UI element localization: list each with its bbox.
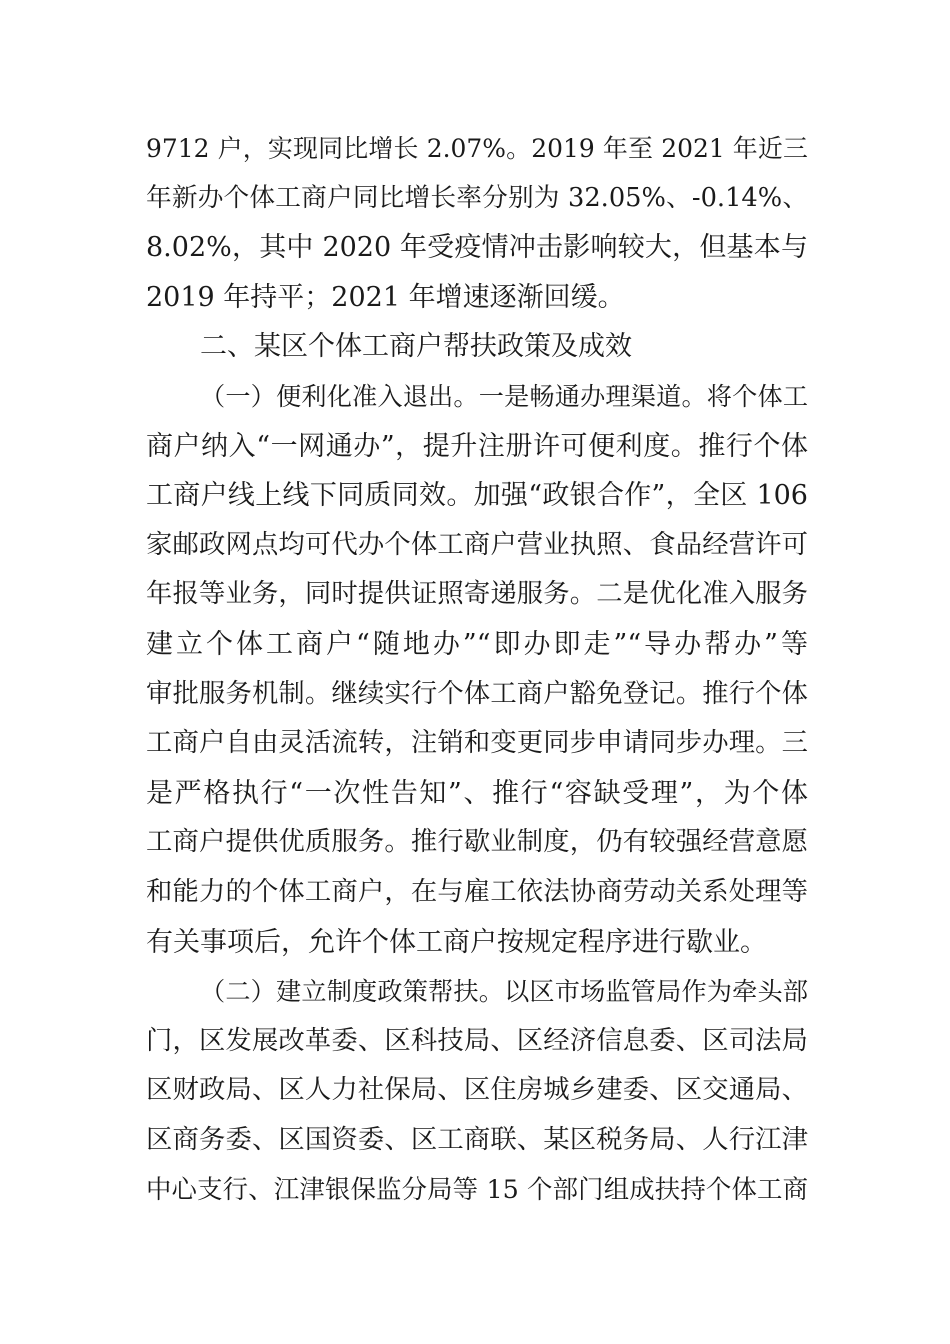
text-line: 中心支行、江津银保监分局等 15 个部门组成扶持个体工商 xyxy=(146,1174,808,1205)
text-line: 审批服务机制。继续实行个体工商户豁免登记。推行个体 xyxy=(146,678,808,709)
text-line: 2019 年持平；2021 年增速逐渐回缓。 xyxy=(146,281,625,313)
text-line: 9712 户，实现同比增长 2.07%。2019 年至 2021 年近三 xyxy=(146,134,808,163)
text-line: 建立个体工商户“随地办”“即办即走”“导办帮办”等 xyxy=(146,628,808,660)
text-line: 和能力的个体工商户，在与雇工依法协商劳动关系处理等 xyxy=(146,876,808,907)
text-line: 家邮政网点均可代办个体工商户营业执照、食品经营许可 xyxy=(146,529,808,560)
text-line: 8.02%，其中 2020 年受疫情冲击影响较大，但基本与 xyxy=(146,232,808,264)
text-line: 工商户自由灵活流转，注销和变更同步申请同步办理。三 xyxy=(146,728,808,759)
text-line: 有关事项后，允许个体工商户按规定程序进行歇业。 xyxy=(146,926,767,958)
body-text xyxy=(146,124,808,1215)
text-line: 门，区发展改革委、区科技局、区经济信息委、区司法局 xyxy=(146,1025,808,1056)
text-line: 工商户提供优质服务。推行歇业制度，仍有较强经营意愿 xyxy=(146,827,808,858)
text-line: （二）建立制度政策帮扶。以区市场监管局作为牵头部 xyxy=(200,977,808,1007)
text-line: 工商户线上线下同质同效。加强“政银合作”，全区 106 xyxy=(146,480,808,512)
text-line: （一）便利化准入退出。一是畅通办理渠道。将个体工 xyxy=(200,381,808,411)
text-line: 是严格执行“一次性告知”、推行“容缺受理”，为个体 xyxy=(146,777,808,809)
text-line: 区商务委、区国资委、区工商联、某区税务局、人行江津 xyxy=(146,1124,808,1155)
section-heading: 二、某区个体工商户帮扶政策及成效 xyxy=(200,331,632,363)
text-line: 年新办个体工商户同比增长率分别为 32.05%、-0.14%、 xyxy=(146,182,808,213)
text-line: 商户纳入“一网通办”，提升注册许可便利度。推行个体 xyxy=(146,430,808,462)
text-line: 区财政局、区人力社保局、区住房城乡建委、区交通局、 xyxy=(146,1075,808,1106)
text-line: 年报等业务，同时提供证照寄递服务。二是优化准入服务 xyxy=(146,579,808,610)
